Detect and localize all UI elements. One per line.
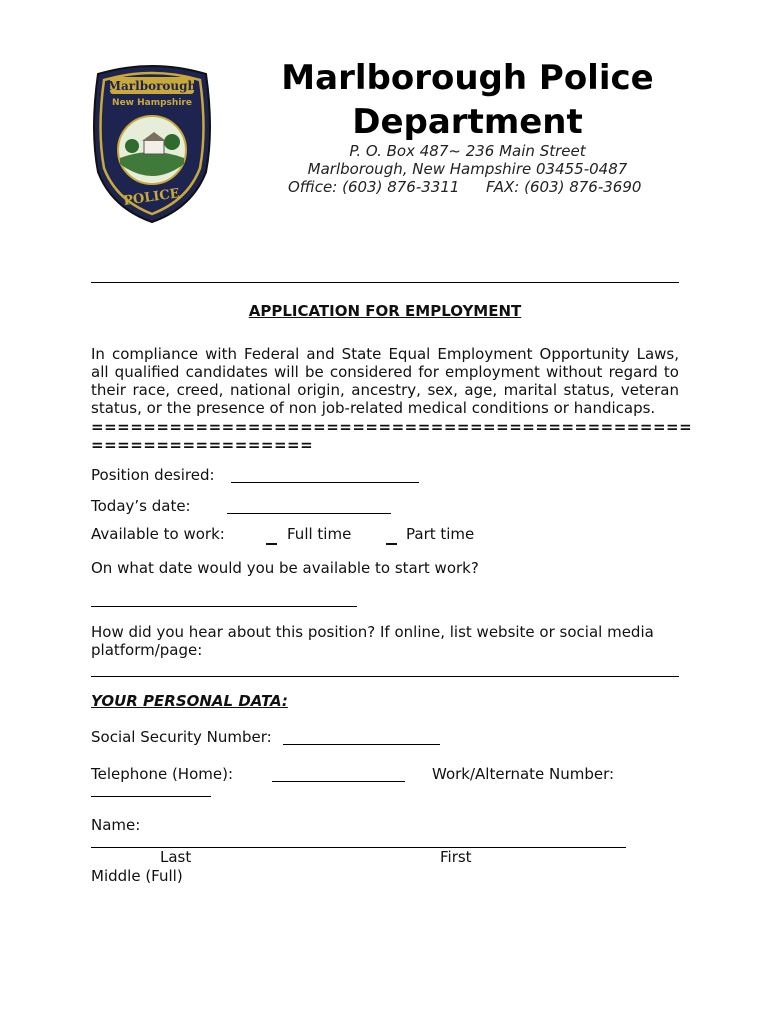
full-time-checkbox[interactable] [266, 533, 277, 545]
address-line-1: P. O. Box 487~ 236 Main Street [349, 142, 586, 160]
available-label: Available to work: [91, 525, 225, 543]
office-phone: Office: (603) 876-3311 [288, 178, 460, 196]
part-time-label: Part time [406, 525, 475, 543]
name-label: Name: [91, 816, 141, 834]
fax-number: FAX: (603) 876-3690 [486, 178, 642, 196]
separator-line-2: ================= [91, 436, 314, 454]
personal-data-heading: YOUR PERSONAL DATA: [91, 692, 288, 710]
ssn-field[interactable] [283, 744, 440, 745]
position-field[interactable] [231, 482, 419, 483]
name-last-label: Last [160, 848, 192, 866]
address-line-2: Marlborough, New Hampshire 03455-0487 [307, 160, 628, 178]
form-title: APPLICATION FOR EMPLOYMENT [248, 302, 522, 320]
badge-text-mid: New Hampshire [112, 98, 192, 108]
work-alt-number-field[interactable] [91, 796, 211, 797]
compliance-statement: In compliance with Federal and State Equal Employment Opportunity Laws, all qualified candidates will be considered for employment without regard to their race, creed, national origin, ancestry, sex, age, marital status, veteran status, or the presence of non job-related medical conditions or handicaps. [91, 345, 679, 417]
start-date-field[interactable] [91, 606, 357, 607]
badge-text-bottom: POLICE [122, 186, 181, 209]
start-date-question: On what date would you be available to start work? [91, 559, 479, 577]
badge-text-top: Marlborough [107, 79, 197, 93]
header-divider [91, 282, 679, 283]
part-time-checkbox[interactable] [386, 533, 397, 545]
department-name: Marlborough Police Department [281, 58, 654, 142]
telephone-home-label: Telephone (Home): [91, 765, 234, 783]
name-middle-label: Middle (Full) [91, 867, 183, 885]
hear-about-field[interactable] [91, 676, 679, 677]
telephone-home-field[interactable] [272, 781, 405, 782]
name-first-label: First [440, 848, 472, 866]
ssn-label: Social Security Number: [91, 728, 272, 746]
position-label: Position desired: [91, 466, 215, 484]
today-date-field[interactable] [227, 513, 391, 514]
work-alt-number-label: Work/Alternate Number: [432, 765, 615, 783]
full-time-label: Full time [287, 525, 352, 543]
today-date-label: Today’s date: [91, 497, 191, 515]
separator-line-1: ============================================== [91, 418, 693, 436]
police-badge-logo [88, 60, 216, 225]
hear-about-question: How did you hear about this position? If online, list website or social media platform/page: [91, 623, 654, 659]
